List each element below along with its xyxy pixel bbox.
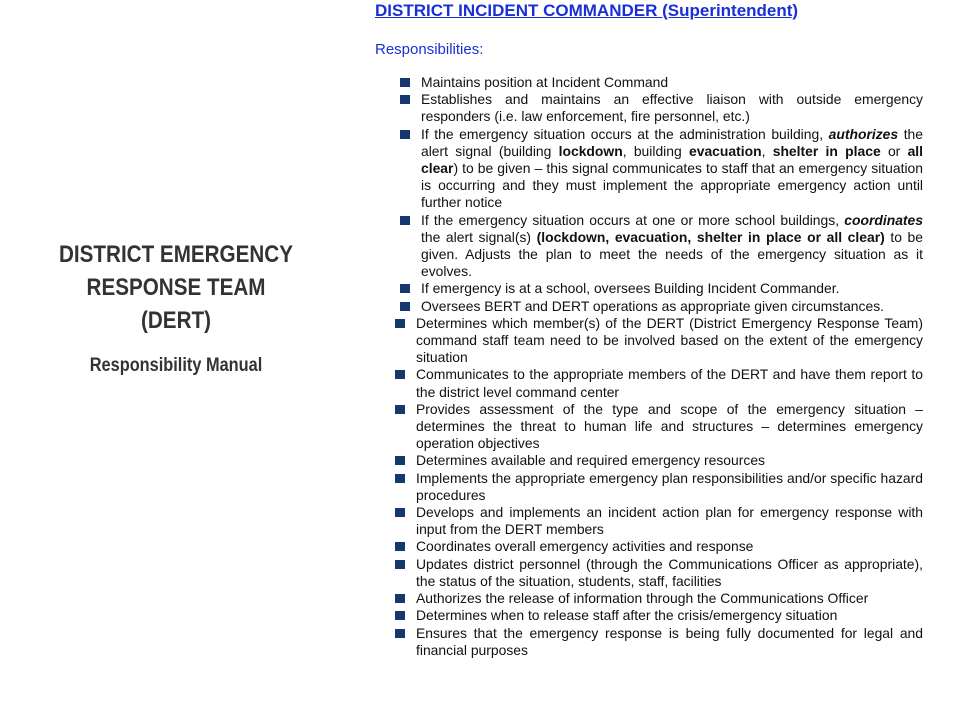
list-item: If emergency is at a school, oversees Building Incident Commander. xyxy=(375,280,923,297)
responsibility-list-primary xyxy=(375,74,923,315)
list-item: If the emergency situation occurs at one or more school buildings, coordinates the alert signal(s) (lockdown, evacuation, shelter in place or all clear) to be given. Adjusts the plan to meet the needs of the emergency situation as it evolves. xyxy=(375,212,923,281)
subtitle: Responsibility Manual xyxy=(89,355,263,376)
square-bullet-icon xyxy=(400,78,410,87)
square-bullet-icon xyxy=(395,508,405,517)
square-bullet-icon xyxy=(400,284,410,293)
square-bullet-icon xyxy=(400,302,410,311)
list-item: Maintains position at Incident Command xyxy=(375,74,923,91)
responsibility-list-secondary xyxy=(375,315,923,659)
list-item: Implements the appropriate emergency plan responsibilities and/or specific hazard procedures xyxy=(375,470,923,504)
list-item: Authorizes the release of information through the Communications Officer xyxy=(375,590,923,607)
list-item: Provides assessment of the type and scope of the emergency situation – determines the threat to human life and structures – determines emergency operation objectives xyxy=(375,401,923,453)
square-bullet-icon xyxy=(395,456,405,465)
list-item: Updates district personnel (through the Communications Officer as appropriate), the status of the situation, students, staff, facilities xyxy=(375,556,923,590)
title-line-3: (DERT) xyxy=(141,307,211,334)
square-bullet-icon xyxy=(395,405,405,414)
square-bullet-icon xyxy=(395,474,405,483)
role-heading: DISTRICT INCIDENT COMMANDER (Superintendent) xyxy=(375,1,799,20)
responsibilities-panel xyxy=(375,0,923,659)
square-bullet-icon xyxy=(395,560,405,569)
square-bullet-icon xyxy=(395,542,405,551)
square-bullet-icon xyxy=(400,95,410,104)
list-item: Determines when to release staff after the crisis/emergency situation xyxy=(375,607,923,624)
left-title-block xyxy=(30,238,322,377)
square-bullet-icon xyxy=(395,611,405,620)
title-line-2: RESPONSE TEAM xyxy=(86,274,266,301)
square-bullet-icon xyxy=(395,629,405,638)
list-item: Oversees BERT and DERT operations as appropriate given circumstances. xyxy=(375,298,923,315)
square-bullet-icon xyxy=(400,216,410,225)
list-item: Communicates to the appropriate members of the DERT and have them report to the district level command center xyxy=(375,366,923,400)
list-item: Coordinates overall emergency activities and response xyxy=(375,538,923,555)
list-item: Determines which member(s) of the DERT (District Emergency Response Team) command staff team need to be involved based on the extent of the emergency situation xyxy=(375,315,923,367)
list-item: Ensures that the emergency response is being fully documented for legal and financial purposes xyxy=(375,625,923,659)
list-item: Establishes and maintains an effective liaison with outside emergency responders (i.e. law enforcement, fire personnel, etc.) xyxy=(375,91,923,125)
title-line-1: DISTRICT EMERGENCY xyxy=(59,241,293,268)
list-item: If the emergency situation occurs at the administration building, authorizes the alert signal (building lockdown, building evacuation, shelter in place or all clear) to be given – this signal communicates to staff that an emergency situation is occurring and they must implement the appropriate emergency action until further notice xyxy=(375,126,923,212)
list-item: Develops and implements an incident action plan for emergency response with input from the DERT members xyxy=(375,504,923,538)
square-bullet-icon xyxy=(395,370,405,379)
square-bullet-icon xyxy=(400,130,410,139)
square-bullet-icon xyxy=(395,594,405,603)
list-item: Determines available and required emergency resources xyxy=(375,452,923,469)
responsibilities-label: Responsibilities: xyxy=(375,41,484,58)
square-bullet-icon xyxy=(395,319,405,328)
